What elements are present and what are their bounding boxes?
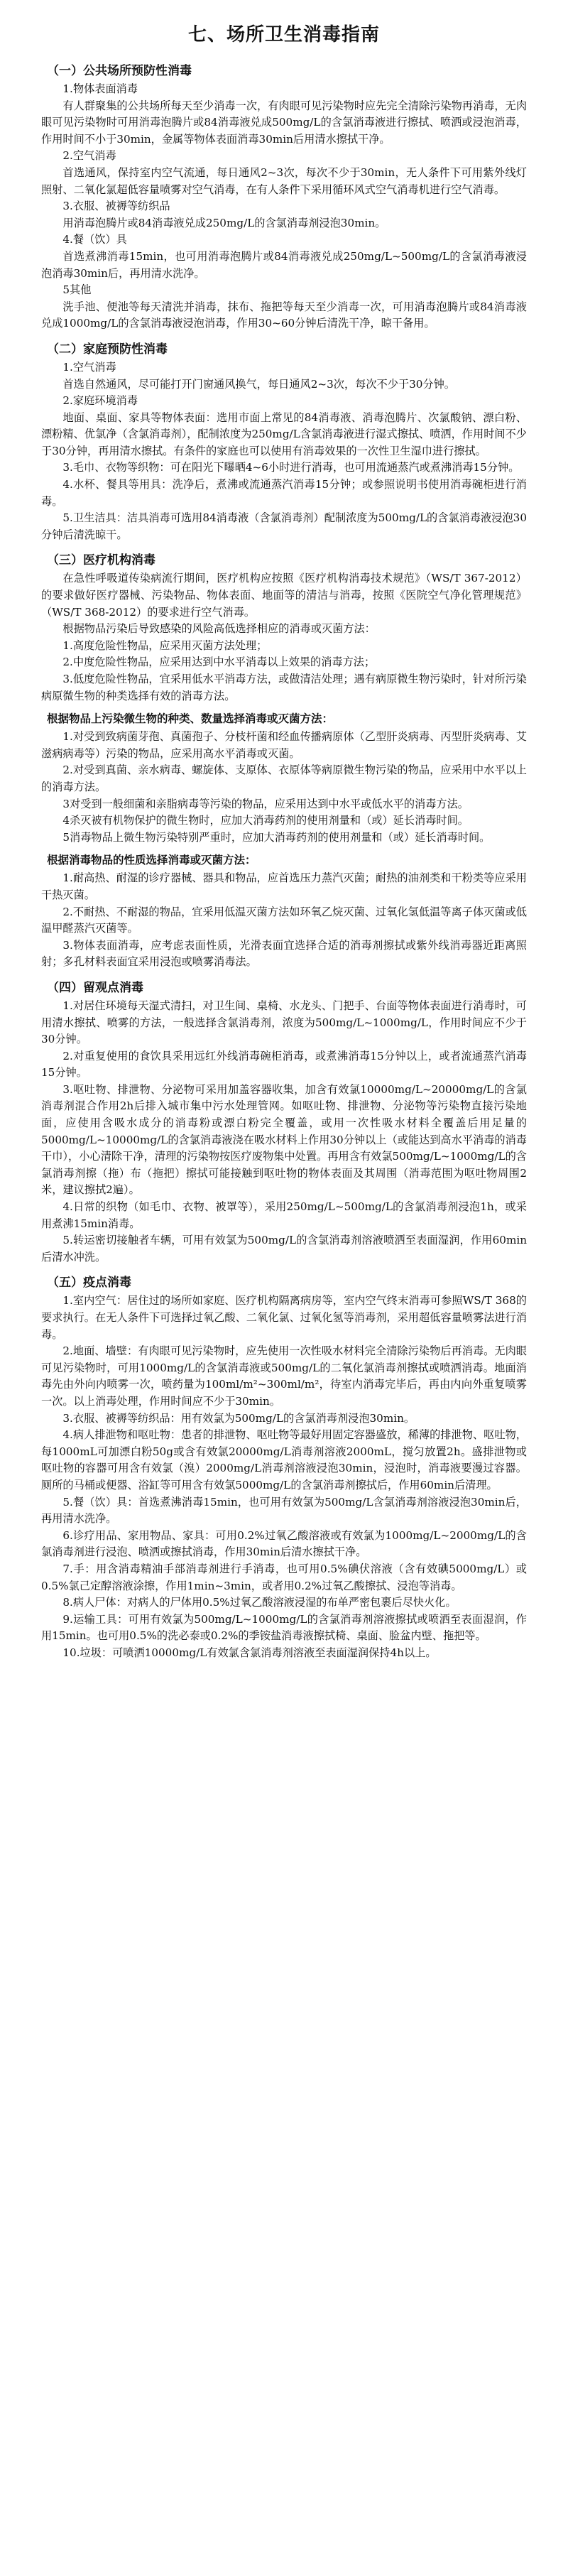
paragraph: 在急性呼吸道传染病流行期间，医疗机构应按照《医疗机构消毒技术规范》（WS/T 367-2012）的要求做好医疗器械、污染物品、物体表面、地面等的清洁与消毒，按照《医院空气净化管理规范》（WS/T 368-2012）的要求进行空气消毒。 — [41, 572, 527, 619]
paragraph: 1.空气消毒 — [62, 360, 116, 374]
paragraph: 1.对居住环境每天湿式清扫，对卫生间、桌椅、水龙头、门把手、台面等物体表面进行消毒时，可用清水擦拭、喷雾的方法，一般选择含氯消毒剂，浓度为500mg/L~1000mg/L，作用时间应不少于30分钟。 — [41, 999, 527, 1046]
paragraph: 1.耐高热、耐湿的诊疗器械、器具和物品，应首选压力蒸汽灭菌；耐热的油剂类和干粉类等应采用干热灭菌。 — [41, 871, 527, 901]
paragraph: 根据物品污染后导致感染的风险高低选择相应的消毒或灭菌方法： — [62, 622, 376, 636]
page-title: 七、场所卫生消毒指南 — [187, 24, 380, 45]
paragraph: 8.病人尸体：对病人的尸体用0.5%过氧乙酸溶液浸湿的布单严密包裹后尽快火化。 — [62, 1596, 457, 1609]
paragraph: 首选通风，保持室内空气流通，每日通风2~3次，每次不少于30min，无人条件下可用紫外线灯照射、二氧化氯超低容量喷雾对空气消毒，在有人条件下采用循环风式空气消毒机进行空气消毒。 — [41, 165, 527, 196]
paragraph: 10.垃圾：可喷洒10000mg/L有效氯含氯消毒剂溶液至表面湿润保持4h以上。 — [62, 1646, 437, 1659]
paragraph: 2.中度危险性物品，应采用达到中水平消毒以上效果的消毒方法； — [62, 656, 376, 669]
paragraph: 4.日常的织物（如毛巾、衣物、被罩等），采用250mg/L~500mg/L的含氯消毒剂浸泡1h，或采用煮沸15min消毒。 — [41, 1200, 527, 1230]
paragraph: 1.高度危险性物品，应采用灭菌方法处理； — [62, 638, 268, 652]
paragraph: 2.家庭环境消毒 — [62, 394, 138, 408]
paragraph: 1.室内空气：居住过的场所如家庭、医疗机构隔离病房等，室内空气终末消毒可参照WS/T 368的要求执行。在无人条件下可选择过氧乙酸、二氧化氯、过氧化氢等消毒剂，采用超低容量喷雾法进行消毒。 — [41, 1294, 527, 1341]
paragraph: 3.物体表面消毒，应考虑表面性质，光滑表面宜选择合适的消毒剂擦拭或紫外线消毒器近距离照射；多孔材料表面宜采用浸泡或喷雾消毒法。 — [41, 938, 527, 969]
paragraph: 首选自然通风，尽可能打开门窗通风换气，每日通风2~3次，每次不少于30分钟。 — [62, 377, 455, 391]
paragraph: 5.餐（饮）具：首选煮沸消毒15min，也可用有效氯为500mg/L含氯消毒剂溶液浸泡30min后，再用清水洗净。 — [41, 1495, 527, 1526]
paragraph: 洗手池、便池等每天清洗并消毒，抹布、拖把等每天至少消毒一次，可用消毒泡腾片或84消毒液兑成1000mg/L的含氯消毒液浸泡消毒，作用30~60分钟后清洗干净，晾干备用。 — [41, 300, 527, 330]
paragraph: 5消毒物品上微生物污染特别严重时，应加大消毒药剂的使用剂量和（或）延长消毒时间。 — [62, 830, 491, 844]
paragraph: 7.手：用含消毒精油手部消毒剂进行手消毒，也可用0.5%碘伏溶液（含有效碘5000mg/L）或0.5%氯己定醇溶液涂擦，作用1min~3min，或者用0.2%过氧乙酸擦拭、浸泡等消毒。 — [41, 1562, 527, 1592]
paragraph: 6.诊疗用品、家用物品、家具：可用0.2%过氧乙酸溶液或有效氯为1000mg/L~2000mg/L的含氯消毒剂进行浸泡、喷洒或擦拭消毒，作用30min后清水擦拭干净。 — [41, 1528, 527, 1559]
paragraph: 2.地面、墙壁：有肉眼可见污染物时，应先使用一次性吸水材料完全清除污染物后再消毒。无肉眼可见污染物时，可用1000mg/L的含氯消毒液或500mg/L的二氧化氯消毒剂擦拭或喷洒消毒。地面消毒先由外向内喷雾一次，喷药量为100ml/m²~300ml/m²，待室内消毒完毕后，再由内向外重复喷雾一次。以上消毒处理，作用时间应不少于30min。 — [41, 1344, 527, 1408]
paragraph: 3.呕吐物、排泄物、分泌物可采用加盖容器收集，加含有效氯10000mg/L~20000mg/L的含氯消毒剂混合作用2h后排入城市集中污水处理管网。如呕吐物、排泄物、分泌物等污染物直接污染地面，应使用含吸水成分的消毒粉或漂白粉完全覆盖，或用一次性吸水材料全覆盖后用足量的5000mg/L~10000mg/L的含氯消毒液浇在吸水材料上作用30分钟以上（或能达到高水平消毒的消毒干巾），小心清除干净，清理的污染物按医疗废物集中处置。再用含有效氯500mg/L~1000mg/L的含氯消毒剂擦（拖）布（拖把）擦拭可能接触到呕吐物的物体表面及其周围（消毒范围为呕吐物周围2米，建议擦拭2遍）。 — [41, 1082, 527, 1197]
paragraph: 4.水杯、餐具等用具：洗净后，煮沸或流通蒸汽消毒15分钟；或参照说明书使用消毒碗柜进行消毒。 — [41, 478, 527, 508]
paragraph: 首选煮沸消毒15min，也可用消毒泡腾片或84消毒液兑成250mg/L~500mg/L的含氯消毒液浸泡消毒30min后，再用清水洗净。 — [41, 249, 527, 280]
paragraph: 2.空气消毒 — [62, 149, 116, 163]
paragraph: 5.转运密切接触者车辆，可用有效氯为500mg/L的含氯消毒剂溶液喷洒至表面湿润，作用60min后清水冲洗。 — [41, 1234, 527, 1263]
section-heading-public: （一）公共场所预防性消毒 — [47, 64, 192, 78]
paragraph: 3.衣服、被褥等纺织品：用有效氯为500mg/L的含氯消毒剂浸泡30min。 — [62, 1411, 415, 1425]
paragraph: 地面、桌面、家具等物体表面：选用市面上常见的84消毒液、消毒泡腾片、次氯酸钠、漂白粉、漂粉精、优氯净（含氯消毒剂），配制浓度为250mg/L含氯消毒液进行湿式擦拭、喷洒，作用时间不少于30分钟，再用清水擦拭。有条件的家庭也可以使用有消毒效果的一次性卫生湿巾进行擦拭。 — [41, 411, 527, 457]
section-heading-observation: （四）留观点消毒 — [47, 980, 143, 995]
paragraph: 用消毒泡腾片或84消毒液兑成250mg/L的含氯消毒剂浸泡30min。 — [62, 216, 386, 229]
section-heading-medical: （三）医疗机构消毒 — [47, 553, 155, 568]
paragraph: 5.卫生洁具：洁具消毒可选用84消毒液（含氯消毒剂）配制浓度为500mg/L的含氯消毒液浸泡30分钟后清洗晾干。 — [41, 511, 527, 541]
section-heading-home: （二）家庭预防性消毒 — [47, 342, 168, 357]
paragraph: 4.餐（饮）具 — [62, 233, 127, 246]
paragraph: 2.不耐热、不耐湿的物品，宜采用低温灭菌方法如环氧乙烷灭菌、过氧化氢低温等离子体灭菌或低温甲醛蒸汽灭菌等。 — [41, 905, 527, 935]
paragraph: 1.对受到致病菌芽孢、真菌孢子、分枝杆菌和经血传播病原体（乙型肝炎病毒、丙型肝炎病毒、艾滋病病毒等）污染的物品，应采用高水平消毒或灭菌。 — [41, 730, 527, 760]
paragraph: 1.物体表面消毒 — [62, 82, 138, 95]
paragraph: 4杀灭被有机物保护的微生物时，应加大消毒药剂的使用剂量和（或）延长消毒时间。 — [62, 814, 469, 827]
paragraph: 3.衣服、被褥等纺织品 — [62, 200, 170, 213]
paragraph: 有人群聚集的公共场所每天至少消毒一次，有肉眼可见污染物时应先完全清除污染物再消毒，无肉眼可见污染物时可用消毒泡腾片或84消毒液兑成500mg/L的含氯消毒液进行擦拭、喷洒或浸泡消毒，作用时间不小于30min，金属等物体表面消毒30min后用清水擦拭干净。 — [41, 99, 527, 146]
section-heading-epidemic-point: （五）疫点消毒 — [47, 1276, 131, 1290]
paragraph: 3对受到一般细菌和亲脂病毒等污染的物品，应采用达到中水平或低水平的消毒方法。 — [62, 797, 469, 810]
paragraph: 3.低度危险性物品，宜采用低水平消毒方法，或做清洁处理；遇有病原微生物污染时，针对所污染病原微生物的种类选择有效的消毒方法。 — [41, 673, 527, 702]
subheading-microbe-method: 根据物品上污染微生物的种类、数量选择消毒或灭菌方法： — [47, 712, 334, 726]
paragraph: 2.对重复使用的食饮具采用远红外线消毒碗柜消毒，或煮沸消毒15分钟以上，或者流通蒸汽消毒15分钟。 — [41, 1049, 527, 1080]
paragraph: 3.毛巾、衣物等织物：可在阳光下曝晒4~6小时进行消毒，也可用流通蒸汽或煮沸消毒15分钟。 — [62, 461, 520, 474]
subheading-item-nature-method: 根据消毒物品的性质选择消毒或灭菌方法： — [47, 854, 256, 867]
paragraph: 4.病人排泄物和呕吐物：患者的排泄物、呕吐物等最好用固定容器盛放，稀薄的排泄物、呕吐物，每1000mL可加漂白粉50g或含有效氯20000mg/L消毒剂溶液2000mL，搅匀放置2h。盛排泄物或呕吐物的容器可用含有效氯（溴）2000mg/L消毒剂溶液浸泡30min，浸泡时，消毒液要漫过容器。厕所的马桶或便器、浴缸等可用含有效氯5000mg/L的含氯消毒剂擦拭后，作用60min后清理。 — [41, 1428, 527, 1491]
paragraph: 5其他 — [62, 283, 92, 297]
paragraph: 9.运输工具：可用有效氯为500mg/L~1000mg/L的含氯消毒剂溶液擦拭或喷洒至表面湿润，作用15min。也可用0.5%的洗必泰或0.2%的季铵盐消毒液擦拭椅、桌面、脸盆内壁、拖把等。 — [41, 1612, 527, 1643]
paragraph: 2.对受到真菌、亲水病毒、螺旋体、支原体、衣原体等病原微生物污染的物品，应采用中水平以上的消毒方法。 — [41, 763, 527, 793]
